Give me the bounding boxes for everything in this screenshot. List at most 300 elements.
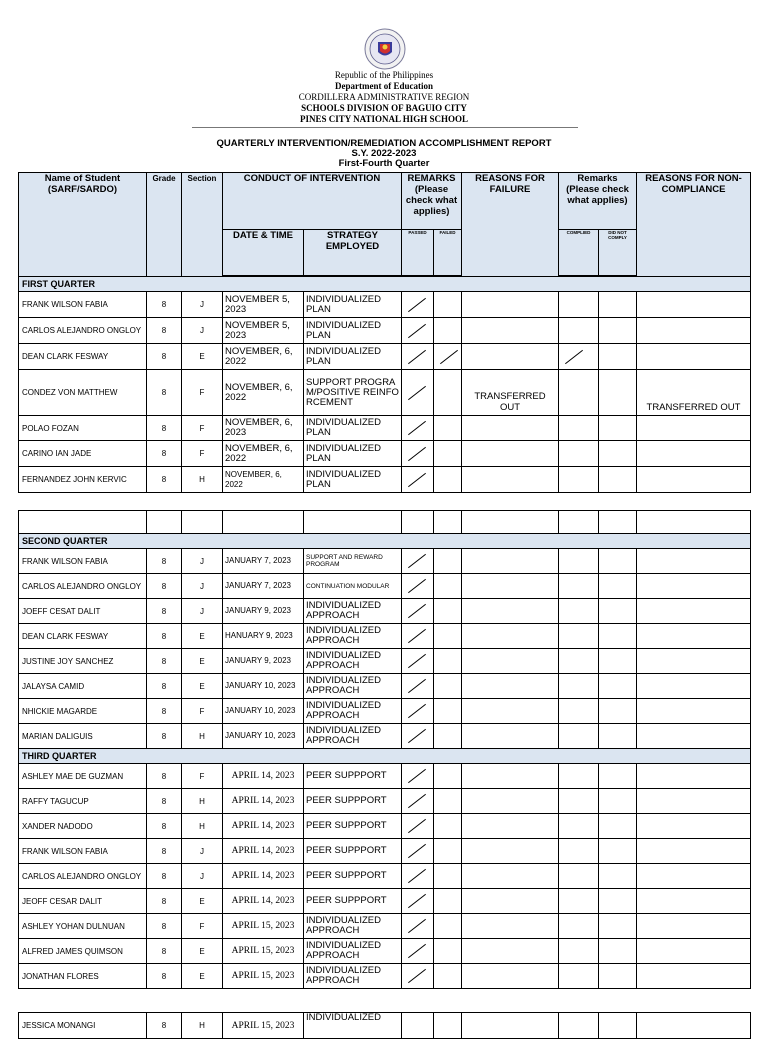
passed-check bbox=[402, 674, 434, 699]
table-row bbox=[19, 344, 751, 370]
strategy-cell: INDIVIDUALIZED APPROACH bbox=[304, 964, 402, 989]
second-quarter-label: SECOND QUARTER bbox=[19, 534, 751, 549]
date-cell: JANUARY 10, 2023 bbox=[223, 674, 304, 699]
passed-check bbox=[402, 699, 434, 724]
table-row bbox=[19, 649, 751, 674]
table-row bbox=[19, 964, 751, 989]
passed-check bbox=[402, 814, 434, 839]
strategy-cell: INDIVIDUALIZED APPROACH bbox=[304, 939, 402, 964]
col-header-remarks2: Remarks (Please check what applies) bbox=[559, 173, 637, 230]
reason-cell bbox=[462, 318, 559, 344]
passed-check bbox=[402, 624, 434, 649]
did-not-comply-cell bbox=[599, 699, 637, 724]
grade-cell: 8 bbox=[147, 964, 182, 989]
noncompliance-cell bbox=[637, 649, 751, 674]
section-cell: E bbox=[182, 939, 223, 964]
strategy-cell: INDIVIDUALIZED bbox=[304, 1013, 402, 1039]
failed-cell bbox=[434, 864, 462, 889]
strategy-cell: INDIVIDUALIZED APPROACH bbox=[304, 599, 402, 624]
noncompliance-cell bbox=[637, 814, 751, 839]
table-row bbox=[19, 764, 751, 789]
section-cell: J bbox=[182, 318, 223, 344]
col-header-section: Section bbox=[182, 173, 223, 277]
did-not-comply-cell bbox=[599, 467, 637, 493]
section-cell: F bbox=[182, 416, 223, 441]
section-cell: J bbox=[182, 574, 223, 599]
noncompliance-cell bbox=[637, 789, 751, 814]
report-period: First-Fourth Quarter bbox=[338, 158, 430, 169]
section-cell: J bbox=[182, 864, 223, 889]
grade-cell: 8 bbox=[147, 416, 182, 441]
grade-cell: 8 bbox=[147, 649, 182, 674]
blank-row bbox=[19, 511, 751, 534]
date-cell: NOVEMBER 5, 2023 bbox=[223, 318, 304, 344]
passed-check bbox=[402, 318, 434, 344]
complied-cell bbox=[559, 839, 599, 864]
did-not-comply-cell bbox=[599, 764, 637, 789]
col-header-reasons-failure: REASONS FOR FAILURE bbox=[462, 173, 559, 277]
table-row bbox=[19, 939, 751, 964]
letterhead bbox=[0, 70, 768, 125]
col-header-name: Name of Student (SARF/SARDO) bbox=[19, 173, 147, 277]
student-name: POLAO FOZAN bbox=[19, 416, 147, 441]
table-row bbox=[19, 441, 751, 467]
complied-cell bbox=[559, 549, 599, 574]
failed-cell bbox=[434, 574, 462, 599]
second-third-quarter-table bbox=[18, 510, 751, 989]
date-cell: JANUARY 9, 2023 bbox=[223, 649, 304, 674]
reason-cell bbox=[462, 416, 559, 441]
section-cell: F bbox=[182, 914, 223, 939]
strategy-cell: INDIVIDUALIZED PLAN bbox=[304, 441, 402, 467]
noncompliance-cell bbox=[637, 416, 751, 441]
table-row bbox=[19, 318, 751, 344]
failed-cell bbox=[434, 674, 462, 699]
complied-cell bbox=[559, 624, 599, 649]
section-cell: E bbox=[182, 964, 223, 989]
failed-cell bbox=[434, 318, 462, 344]
complied-cell bbox=[559, 674, 599, 699]
student-name: ASHLEY MAE DE GUZMAN bbox=[19, 764, 147, 789]
reason-cell bbox=[462, 344, 559, 370]
passed-check bbox=[402, 292, 434, 318]
noncompliance-cell bbox=[637, 318, 751, 344]
failed-cell bbox=[434, 914, 462, 939]
continued-table bbox=[18, 1012, 751, 1039]
noncompliance-cell bbox=[637, 344, 751, 370]
student-name: RAFFY TAGUCUP bbox=[19, 789, 147, 814]
grade-cell: 8 bbox=[147, 839, 182, 864]
grade-cell: 8 bbox=[147, 674, 182, 699]
date-cell: APRIL 14, 2023 bbox=[223, 789, 304, 814]
failed-cell bbox=[434, 549, 462, 574]
complied-cell bbox=[559, 914, 599, 939]
complied-cell bbox=[559, 789, 599, 814]
date-cell: JANUARY 10, 2023 bbox=[223, 724, 304, 749]
strategy-cell: PEER SUPPPORT bbox=[304, 839, 402, 864]
noncompliance-cell bbox=[637, 864, 751, 889]
date-cell: APRIL 15, 2023 bbox=[223, 1013, 304, 1039]
table-row bbox=[19, 889, 751, 914]
grade-cell: 8 bbox=[147, 764, 182, 789]
strategy-cell: INDIVIDUALIZED APPROACH bbox=[304, 674, 402, 699]
failed-check bbox=[434, 344, 462, 370]
did-not-comply-cell bbox=[599, 370, 637, 416]
noncompliance-cell bbox=[637, 549, 751, 574]
did-not-comply-cell bbox=[599, 889, 637, 914]
complied-cell bbox=[559, 964, 599, 989]
strategy-cell: INDIVIDUALIZED PLAN bbox=[304, 344, 402, 370]
complied-cell bbox=[559, 649, 599, 674]
grade-cell: 8 bbox=[147, 889, 182, 914]
grade-cell: 8 bbox=[147, 939, 182, 964]
strategy-cell: INDIVIDUALIZED PLAN bbox=[304, 292, 402, 318]
complied-cell bbox=[559, 574, 599, 599]
passed-check bbox=[402, 467, 434, 493]
col-header-complied: COMPLIED bbox=[559, 230, 599, 276]
failed-cell bbox=[434, 724, 462, 749]
complied-cell bbox=[559, 814, 599, 839]
strategy-cell: INDIVIDUALIZED APPROACH bbox=[304, 914, 402, 939]
did-not-comply-cell bbox=[599, 344, 637, 370]
did-not-comply-cell bbox=[599, 292, 637, 318]
student-name: CARLOS ALEJANDRO ONGLOY bbox=[19, 864, 147, 889]
did-not-comply-cell bbox=[599, 724, 637, 749]
date-cell: APRIL 14, 2023 bbox=[223, 864, 304, 889]
grade-cell: 8 bbox=[147, 344, 182, 370]
reason-cell bbox=[462, 1013, 559, 1039]
date-cell: APRIL 14, 2023 bbox=[223, 814, 304, 839]
did-not-comply-cell bbox=[599, 441, 637, 467]
did-not-comply-cell bbox=[599, 599, 637, 624]
reason-cell bbox=[462, 624, 559, 649]
noncompliance-cell bbox=[637, 939, 751, 964]
col-header-strategy: STRATEGY EMPLOYED bbox=[304, 230, 402, 276]
section-cell: J bbox=[182, 549, 223, 574]
student-name: CARLOS ALEJANDRO ONGLOY bbox=[19, 574, 147, 599]
reason-cell bbox=[462, 789, 559, 814]
first-quarter-label: FIRST QUARTER bbox=[19, 277, 751, 292]
passed-check bbox=[402, 574, 434, 599]
student-name: JEOFF CESAR DALIT bbox=[19, 889, 147, 914]
did-not-comply-cell bbox=[599, 318, 637, 344]
reason-cell bbox=[462, 674, 559, 699]
strategy-cell: PEER SUPPPORT bbox=[304, 889, 402, 914]
grade-cell: 8 bbox=[147, 789, 182, 814]
student-name: XANDER NADODO bbox=[19, 814, 147, 839]
noncompliance-cell bbox=[637, 467, 751, 493]
date-cell: APRIL 15, 2023 bbox=[223, 939, 304, 964]
date-cell: APRIL 14, 2023 bbox=[223, 889, 304, 914]
passed-check bbox=[402, 914, 434, 939]
date-cell: JANUARY 9, 2023 bbox=[223, 599, 304, 624]
student-name: ASHLEY YOHAN DULNUAN bbox=[19, 914, 147, 939]
grade-cell: 8 bbox=[147, 914, 182, 939]
passed-check bbox=[402, 864, 434, 889]
student-name: FERNANDEZ JOHN KERVIC bbox=[19, 467, 147, 493]
grade-cell: 8 bbox=[147, 1013, 182, 1039]
student-name: ALFRED JAMES QUIMSON bbox=[19, 939, 147, 964]
school-year: S.Y. 2022-2023 bbox=[351, 148, 417, 159]
did-not-comply-cell bbox=[599, 574, 637, 599]
reason-cell: TRANSFERRED OUT bbox=[462, 370, 559, 416]
complied-check bbox=[559, 344, 599, 370]
date-cell: NOVEMBER, 6, 2022 bbox=[223, 344, 304, 370]
did-not-comply-cell bbox=[599, 649, 637, 674]
failed-cell bbox=[434, 370, 462, 416]
passed-check bbox=[402, 764, 434, 789]
reason-cell bbox=[462, 864, 559, 889]
table-row bbox=[19, 839, 751, 864]
failed-cell bbox=[434, 467, 462, 493]
student-name: CARINO IAN JADE bbox=[19, 441, 147, 467]
table-row bbox=[19, 914, 751, 939]
section-cell: E bbox=[182, 344, 223, 370]
strategy-cell: INDIVIDUALIZED APPROACH bbox=[304, 649, 402, 674]
did-not-comply-cell bbox=[599, 914, 637, 939]
complied-cell bbox=[559, 467, 599, 493]
student-name: DEAN CLARK FESWAY bbox=[19, 624, 147, 649]
did-not-comply-cell bbox=[599, 416, 637, 441]
student-name: FRANK WILSON FABIA bbox=[19, 292, 147, 318]
section-cell: F bbox=[182, 370, 223, 416]
passed-check bbox=[402, 839, 434, 864]
failed-cell bbox=[434, 624, 462, 649]
passed-check bbox=[402, 789, 434, 814]
date-cell: HANUARY 9, 2023 bbox=[223, 624, 304, 649]
col-header-grade: Grade bbox=[147, 173, 182, 277]
grade-cell: 8 bbox=[147, 699, 182, 724]
col-header-reasons-noncompliance: REASONS FOR NON-COMPLIANCE bbox=[637, 173, 751, 277]
strategy-cell: CONTINUATION MODULAR bbox=[304, 574, 402, 599]
student-name: JESSICA MONANGI bbox=[19, 1013, 147, 1039]
header-divider bbox=[192, 127, 578, 128]
school-line: PINES CITY NATIONAL HIGH SCHOOL bbox=[299, 114, 469, 124]
reason-cell bbox=[462, 467, 559, 493]
did-not-comply-cell bbox=[599, 964, 637, 989]
table-row bbox=[19, 599, 751, 624]
complied-cell bbox=[559, 1013, 599, 1039]
section-cell: J bbox=[182, 599, 223, 624]
date-cell: NOVEMBER, 6, 2022 bbox=[223, 441, 304, 467]
reason-cell bbox=[462, 649, 559, 674]
deped-seal-logo bbox=[364, 28, 406, 70]
table-row bbox=[19, 416, 751, 441]
grade-cell: 8 bbox=[147, 318, 182, 344]
student-name: JOEFF CESAT DALIT bbox=[19, 599, 147, 624]
date-cell: NOVEMBER, 6, 2023 bbox=[223, 416, 304, 441]
strategy-cell: SUPPORT AND REWARD PROGRAM bbox=[304, 549, 402, 574]
failed-cell bbox=[434, 416, 462, 441]
reason-cell bbox=[462, 292, 559, 318]
third-quarter-label: THIRD QUARTER bbox=[19, 749, 751, 764]
noncompliance-cell bbox=[637, 839, 751, 864]
strategy-cell: PEER SUPPPORT bbox=[304, 764, 402, 789]
table-row bbox=[19, 789, 751, 814]
passed-check bbox=[402, 939, 434, 964]
failed-cell bbox=[434, 649, 462, 674]
complied-cell bbox=[559, 441, 599, 467]
strategy-cell: PEER SUPPPORT bbox=[304, 814, 402, 839]
noncompliance-cell bbox=[637, 574, 751, 599]
reason-cell bbox=[462, 839, 559, 864]
reason-cell bbox=[462, 699, 559, 724]
student-name: FRANK WILSON FABIA bbox=[19, 549, 147, 574]
strategy-cell: PEER SUPPPORT bbox=[304, 789, 402, 814]
noncompliance-cell: TRANSFERRED OUT bbox=[637, 370, 751, 416]
section-cell: E bbox=[182, 889, 223, 914]
col-header-remarks: REMARKS (Please check what applies) bbox=[402, 173, 462, 230]
department-line: Department of Education bbox=[335, 81, 433, 91]
reason-cell bbox=[462, 764, 559, 789]
reason-cell bbox=[462, 914, 559, 939]
republic-line: Republic of the Philippines bbox=[334, 70, 434, 80]
student-name: CARLOS ALEJANDRO ONGLOY bbox=[19, 318, 147, 344]
table-row bbox=[19, 724, 751, 749]
passed-check bbox=[402, 344, 434, 370]
student-name: DEAN CLARK FESWAY bbox=[19, 344, 147, 370]
did-not-comply-cell bbox=[599, 789, 637, 814]
failed-cell bbox=[434, 839, 462, 864]
passed-check bbox=[402, 599, 434, 624]
did-not-comply-cell bbox=[599, 939, 637, 964]
strategy-cell: INDIVIDUALIZED APPROACH bbox=[304, 624, 402, 649]
noncompliance-cell bbox=[637, 674, 751, 699]
report-title: QUARTERLY INTERVENTION/REMEDIATION ACCOMPLISHMENT REPORT bbox=[216, 138, 552, 149]
did-not-comply-cell bbox=[599, 839, 637, 864]
section-cell: H bbox=[182, 1013, 223, 1039]
reason-cell bbox=[462, 964, 559, 989]
failed-cell bbox=[434, 964, 462, 989]
reason-cell bbox=[462, 599, 559, 624]
student-name: JONATHAN FLORES bbox=[19, 964, 147, 989]
failed-cell bbox=[434, 599, 462, 624]
reason-cell bbox=[462, 549, 559, 574]
col-header-passed: PASSED bbox=[402, 230, 434, 276]
date-cell: APRIL 14, 2023 bbox=[223, 839, 304, 864]
table-row bbox=[19, 549, 751, 574]
noncompliance-cell bbox=[637, 292, 751, 318]
strategy-cell: INDIVIDUALIZED APPROACH bbox=[304, 724, 402, 749]
passed-check bbox=[402, 889, 434, 914]
grade-cell: 8 bbox=[147, 292, 182, 318]
section-cell: E bbox=[182, 649, 223, 674]
student-name: MARIAN DALIGUIS bbox=[19, 724, 147, 749]
failed-cell bbox=[434, 1013, 462, 1039]
col-header-failed: FAILED bbox=[434, 230, 462, 276]
did-not-comply-cell bbox=[599, 864, 637, 889]
failed-cell bbox=[434, 814, 462, 839]
section-cell: H bbox=[182, 789, 223, 814]
table-row bbox=[19, 699, 751, 724]
grade-cell: 8 bbox=[147, 724, 182, 749]
table-row bbox=[19, 1013, 751, 1039]
reason-cell bbox=[462, 939, 559, 964]
section-cell: E bbox=[182, 624, 223, 649]
reason-cell bbox=[462, 814, 559, 839]
date-cell: JANUARY 10, 2023 bbox=[223, 699, 304, 724]
passed-check bbox=[402, 441, 434, 467]
grade-cell: 8 bbox=[147, 864, 182, 889]
complied-cell bbox=[559, 724, 599, 749]
noncompliance-cell bbox=[637, 914, 751, 939]
grade-cell: 8 bbox=[147, 467, 182, 493]
grade-cell: 8 bbox=[147, 370, 182, 416]
reason-cell bbox=[462, 441, 559, 467]
section-cell: H bbox=[182, 814, 223, 839]
complied-cell bbox=[559, 416, 599, 441]
reason-cell bbox=[462, 724, 559, 749]
noncompliance-cell bbox=[637, 964, 751, 989]
did-not-comply-cell bbox=[599, 674, 637, 699]
complied-cell bbox=[559, 939, 599, 964]
complied-cell bbox=[559, 599, 599, 624]
strategy-cell: INDIVIDUALIZED PLAN bbox=[304, 318, 402, 344]
grade-cell: 8 bbox=[147, 814, 182, 839]
student-name: NHICKIE MAGARDE bbox=[19, 699, 147, 724]
grade-cell: 8 bbox=[147, 599, 182, 624]
date-cell: JANUARY 7, 2023 bbox=[223, 574, 304, 599]
noncompliance-cell bbox=[637, 624, 751, 649]
date-cell: NOVEMBER, 6, 2022 bbox=[223, 370, 304, 416]
did-not-comply-cell bbox=[599, 549, 637, 574]
date-cell: JANUARY 7, 2023 bbox=[223, 549, 304, 574]
division-line: SCHOOLS DIVISION OF BAGUIO CITY bbox=[301, 103, 467, 113]
noncompliance-cell bbox=[637, 599, 751, 624]
table-row bbox=[19, 292, 751, 318]
date-cell: APRIL 14, 2023 bbox=[223, 764, 304, 789]
section-cell: F bbox=[182, 441, 223, 467]
section-cell: J bbox=[182, 292, 223, 318]
complied-cell bbox=[559, 889, 599, 914]
did-not-comply-cell bbox=[599, 624, 637, 649]
strategy-cell: INDIVIDUALIZED PLAN bbox=[304, 416, 402, 441]
col-header-conduct: CONDUCT OF INTERVENTION bbox=[223, 173, 402, 230]
reason-cell bbox=[462, 889, 559, 914]
passed-check bbox=[402, 724, 434, 749]
failed-cell bbox=[434, 889, 462, 914]
reason-cell bbox=[462, 574, 559, 599]
did-not-comply-cell bbox=[599, 814, 637, 839]
date-cell: APRIL 15, 2023 bbox=[223, 914, 304, 939]
failed-cell bbox=[434, 789, 462, 814]
passed-check bbox=[402, 549, 434, 574]
table-row bbox=[19, 864, 751, 889]
table-row bbox=[19, 674, 751, 699]
student-name: JUSTINE JOY SANCHEZ bbox=[19, 649, 147, 674]
failed-cell bbox=[434, 441, 462, 467]
passed-check bbox=[402, 649, 434, 674]
date-cell: NOVEMBER, 6, 2022 bbox=[223, 467, 304, 493]
passed-cell bbox=[402, 1013, 434, 1039]
noncompliance-cell bbox=[637, 764, 751, 789]
table-row bbox=[19, 370, 751, 416]
table-row bbox=[19, 467, 751, 493]
table-row bbox=[19, 624, 751, 649]
strategy-cell: PEER SUPPPORT bbox=[304, 864, 402, 889]
grade-cell: 8 bbox=[147, 624, 182, 649]
section-cell: H bbox=[182, 467, 223, 493]
section-cell: F bbox=[182, 699, 223, 724]
noncompliance-cell bbox=[637, 441, 751, 467]
grade-cell: 8 bbox=[147, 441, 182, 467]
passed-check bbox=[402, 370, 434, 416]
strategy-cell: SUPPORT PROGRAM/POSITIVE REINFORCEMENT bbox=[304, 370, 402, 416]
col-header-did-not-comply: DID NOT COMPLY bbox=[599, 230, 637, 276]
section-cell: H bbox=[182, 724, 223, 749]
noncompliance-cell bbox=[637, 1013, 751, 1039]
failed-cell bbox=[434, 699, 462, 724]
